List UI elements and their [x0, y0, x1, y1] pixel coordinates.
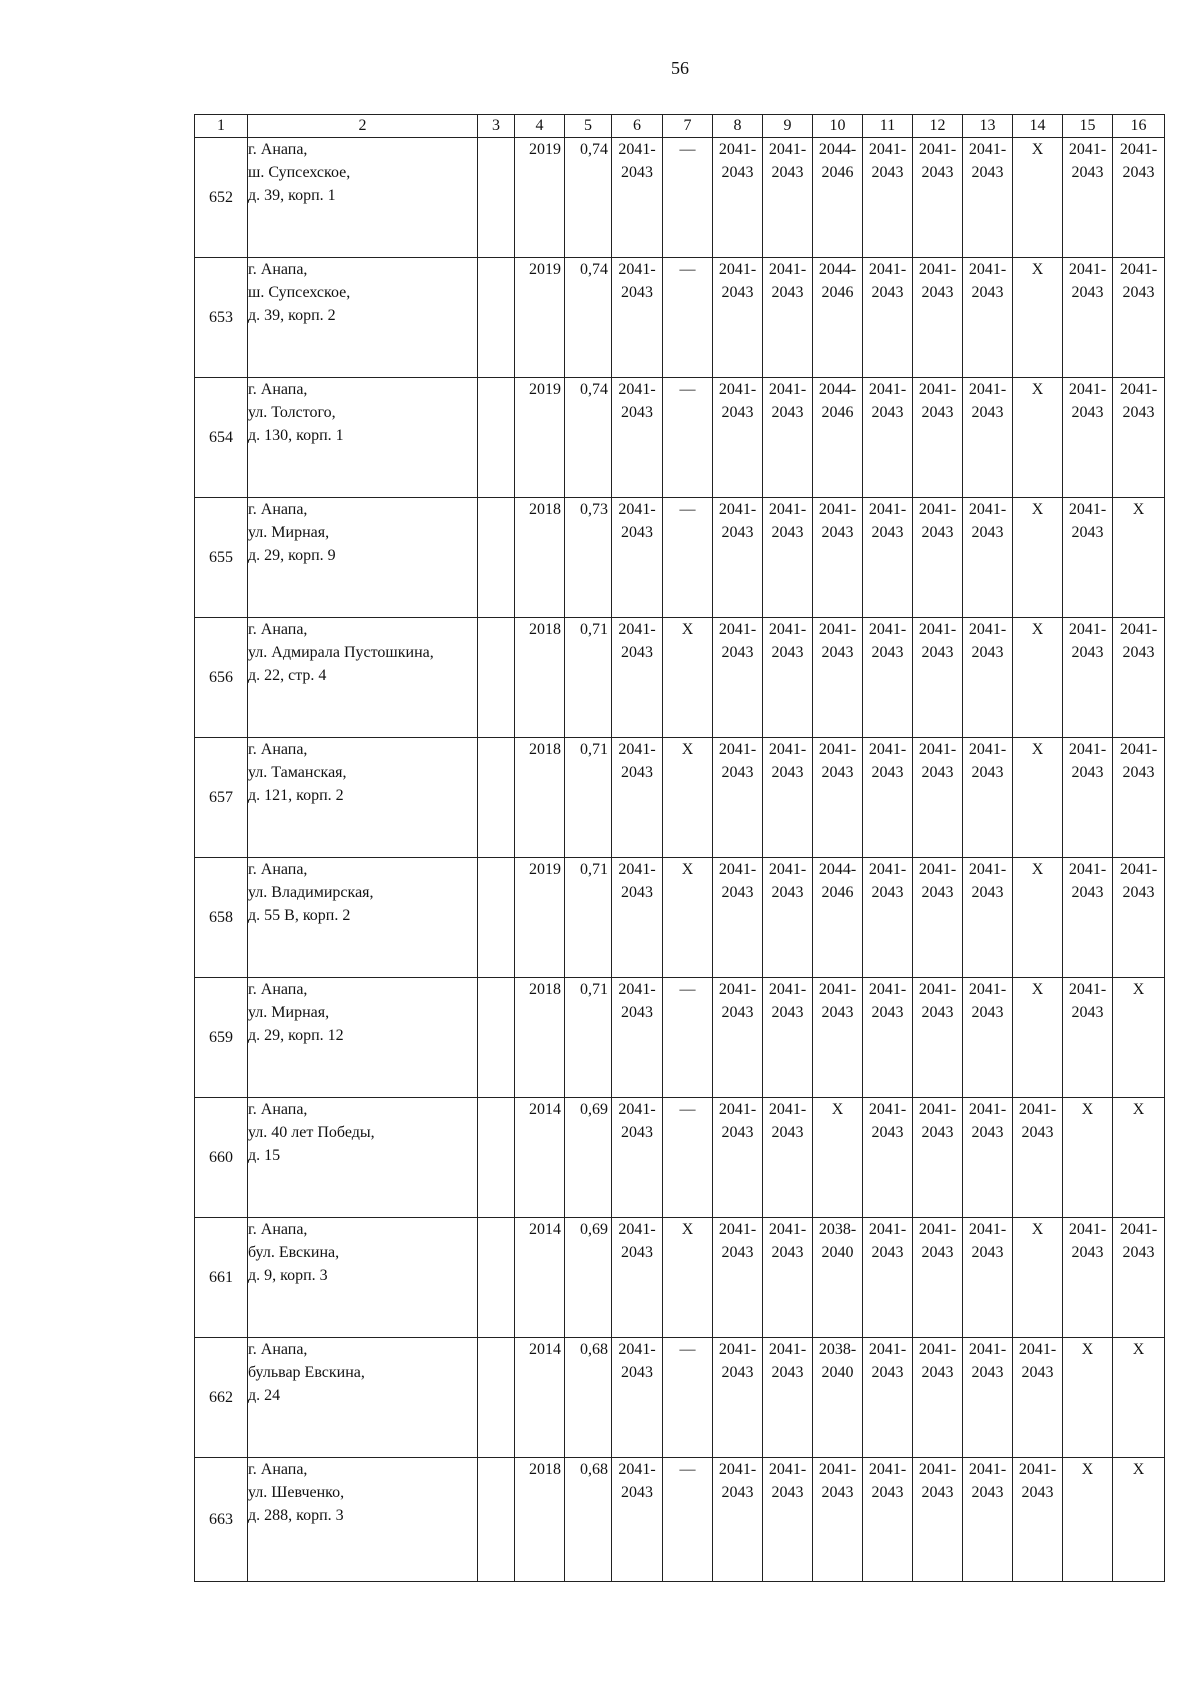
address-building: д. 9, корп. 3	[248, 1267, 328, 1284]
cell-col-9: 2041- 2043	[763, 1338, 813, 1458]
cell-col-3	[478, 978, 515, 1098]
cell-col-6: 2041- 2043	[612, 258, 663, 378]
cell-col-10: 2041- 2043	[813, 738, 863, 858]
header-col-6: 6	[612, 115, 663, 138]
cell-col-12: 2041- 2043	[913, 1338, 963, 1458]
cell-col-15: 2041- 2043	[1063, 738, 1113, 858]
cell-col-14: 2041- 2043	[1013, 1338, 1063, 1458]
cell-col-15: 2041- 2043	[1063, 258, 1113, 378]
cell-col-7: —	[663, 1098, 713, 1218]
cell-col-11: 2041- 2043	[863, 1458, 913, 1582]
cell-col-14: X	[1013, 258, 1063, 378]
address-street: ул. Таманская,	[248, 764, 347, 781]
cell-col-5: 0,68	[565, 1458, 612, 1582]
cell-col-10: 2041- 2043	[813, 618, 863, 738]
cell-col-15: X	[1063, 1338, 1113, 1458]
cell-col-5: 0,71	[565, 978, 612, 1098]
address-cell	[248, 618, 478, 738]
address-cell	[248, 1098, 478, 1218]
header-col-4: 4	[515, 115, 565, 138]
cell-col-3	[478, 618, 515, 738]
cell-col-3	[478, 738, 515, 858]
cell-col-4: 2019	[515, 258, 565, 378]
cell-col-3	[478, 1098, 515, 1218]
cell-col-11: 2041- 2043	[863, 258, 913, 378]
cell-col-14: X	[1013, 378, 1063, 498]
cell-col-14: X	[1013, 858, 1063, 978]
cell-col-5: 0,71	[565, 618, 612, 738]
cell-col-15: 2041- 2043	[1063, 138, 1113, 258]
address-city: г. Анапа,	[248, 261, 308, 278]
cell-col-14: X	[1013, 1218, 1063, 1338]
cell-col-12: 2041- 2043	[913, 978, 963, 1098]
cell-col-16: X	[1113, 498, 1165, 618]
cell-col-10: 2044- 2046	[813, 258, 863, 378]
row-number: 658	[195, 858, 248, 978]
row-number: 655	[195, 498, 248, 618]
cell-col-12: 2041- 2043	[913, 138, 963, 258]
header-col-14: 14	[1013, 115, 1063, 138]
header-col-2: 2	[248, 115, 478, 138]
cell-col-14: 2041- 2043	[1013, 1098, 1063, 1218]
cell-col-12: 2041- 2043	[913, 1098, 963, 1218]
cell-col-7: —	[663, 1338, 713, 1458]
cell-col-11: 2041- 2043	[863, 378, 913, 498]
cell-col-6: 2041- 2043	[612, 378, 663, 498]
address-cell	[248, 498, 478, 618]
cell-col-5: 0,69	[565, 1218, 612, 1338]
address-street: бульвар Евскина,	[248, 1364, 365, 1381]
table-row	[195, 1098, 1165, 1218]
cell-col-14: X	[1013, 618, 1063, 738]
cell-col-11: 2041- 2043	[863, 978, 913, 1098]
table-row	[195, 378, 1165, 498]
cell-col-5: 0,74	[565, 258, 612, 378]
cell-col-11: 2041- 2043	[863, 738, 913, 858]
cell-col-6: 2041- 2043	[612, 1218, 663, 1338]
cell-col-9: 2041- 2043	[763, 858, 813, 978]
address-building: д. 24	[248, 1387, 281, 1404]
header-col-15: 15	[1063, 115, 1113, 138]
table-row	[195, 738, 1165, 858]
cell-col-12: 2041- 2043	[913, 378, 963, 498]
address-building: д. 15	[248, 1147, 281, 1164]
cell-col-13: 2041- 2043	[963, 138, 1013, 258]
address-city: г. Анапа,	[248, 1221, 308, 1238]
cell-col-3	[478, 258, 515, 378]
address-cell	[248, 378, 478, 498]
cell-col-5: 0,74	[565, 378, 612, 498]
cell-col-12: 2041- 2043	[913, 1458, 963, 1582]
table-body	[195, 138, 1165, 1582]
address-city: г. Анапа,	[248, 501, 308, 518]
cell-col-6: 2041- 2043	[612, 138, 663, 258]
address-city: г. Анапа,	[248, 861, 308, 878]
cell-col-13: 2041- 2043	[963, 1218, 1013, 1338]
row-number: 662	[195, 1338, 248, 1458]
table-row	[195, 1218, 1165, 1338]
address-building: д. 29, корп. 12	[248, 1027, 344, 1044]
address-street: ул. Мирная,	[248, 1004, 330, 1021]
cell-col-4: 2014	[515, 1218, 565, 1338]
cell-col-7: X	[663, 618, 713, 738]
cell-col-12: 2041- 2043	[913, 1218, 963, 1338]
table-row	[195, 1338, 1165, 1458]
row-number: 659	[195, 978, 248, 1098]
address-cell	[248, 1458, 478, 1582]
cell-col-7: —	[663, 498, 713, 618]
cell-col-9: 2041- 2043	[763, 138, 813, 258]
header-col-10: 10	[813, 115, 863, 138]
cell-col-9: 2041- 2043	[763, 1458, 813, 1582]
cell-col-7: —	[663, 138, 713, 258]
address-street: ш. Супсехское,	[248, 284, 351, 301]
cell-col-15: X	[1063, 1098, 1113, 1218]
cell-col-16: 2041- 2043	[1113, 858, 1165, 978]
header-col-1: 1	[195, 115, 248, 138]
cell-col-7: X	[663, 858, 713, 978]
cell-col-10: 2041- 2043	[813, 1458, 863, 1582]
cell-col-8: 2041- 2043	[713, 1338, 763, 1458]
registry-table	[194, 114, 1165, 1582]
address-city: г. Анапа,	[248, 741, 308, 758]
cell-col-11: 2041- 2043	[863, 1098, 913, 1218]
row-number: 661	[195, 1218, 248, 1338]
address-building: д. 29, корп. 9	[248, 547, 336, 564]
cell-col-15: 2041- 2043	[1063, 1218, 1113, 1338]
address-building: д. 55 В, корп. 2	[248, 907, 351, 924]
cell-col-12: 2041- 2043	[913, 738, 963, 858]
row-number: 657	[195, 738, 248, 858]
cell-col-9: 2041- 2043	[763, 618, 813, 738]
cell-col-9: 2041- 2043	[763, 738, 813, 858]
cell-col-7: X	[663, 1218, 713, 1338]
cell-col-14: 2041- 2043	[1013, 1458, 1063, 1582]
cell-col-14: X	[1013, 978, 1063, 1098]
table-row	[195, 858, 1165, 978]
address-street: ул. Владимирская,	[248, 884, 374, 901]
cell-col-4: 2018	[515, 738, 565, 858]
table-row	[195, 618, 1165, 738]
address-building: д. 288, корп. 3	[248, 1507, 344, 1524]
cell-col-16: X	[1113, 1098, 1165, 1218]
cell-col-6: 2041- 2043	[612, 1098, 663, 1218]
cell-col-5: 0,71	[565, 858, 612, 978]
cell-col-11: 2041- 2043	[863, 1338, 913, 1458]
address-cell	[248, 1338, 478, 1458]
page-number: 56	[671, 58, 689, 78]
cell-col-3	[478, 1338, 515, 1458]
address-cell	[248, 858, 478, 978]
cell-col-16: 2041- 2043	[1113, 618, 1165, 738]
cell-col-15: 2041- 2043	[1063, 498, 1113, 618]
cell-col-10: 2038- 2040	[813, 1218, 863, 1338]
cell-col-16: 2041- 2043	[1113, 138, 1165, 258]
cell-col-8: 2041- 2043	[713, 858, 763, 978]
address-street: ш. Супсехское,	[248, 164, 351, 181]
cell-col-6: 2041- 2043	[612, 978, 663, 1098]
address-street: ул. Мирная,	[248, 524, 330, 541]
address-city: г. Анапа,	[248, 1341, 308, 1358]
cell-col-13: 2041- 2043	[963, 618, 1013, 738]
cell-col-16: X	[1113, 1458, 1165, 1582]
header-col-16: 16	[1113, 115, 1165, 138]
cell-col-13: 2041- 2043	[963, 1458, 1013, 1582]
cell-col-10: 2038- 2040	[813, 1338, 863, 1458]
cell-col-9: 2041- 2043	[763, 498, 813, 618]
address-cell	[248, 258, 478, 378]
cell-col-8: 2041- 2043	[713, 138, 763, 258]
cell-col-3	[478, 378, 515, 498]
cell-col-8: 2041- 2043	[713, 1098, 763, 1218]
cell-col-14: X	[1013, 498, 1063, 618]
header-col-8: 8	[713, 115, 763, 138]
cell-col-7: —	[663, 978, 713, 1098]
cell-col-4: 2014	[515, 1098, 565, 1218]
cell-col-15: 2041- 2043	[1063, 978, 1113, 1098]
cell-col-9: 2041- 2043	[763, 1098, 813, 1218]
address-building: д. 22, стр. 4	[248, 667, 327, 684]
table-row	[195, 498, 1165, 618]
cell-col-16: 2041- 2043	[1113, 378, 1165, 498]
cell-col-5: 0,68	[565, 1338, 612, 1458]
cell-col-11: 2041- 2043	[863, 618, 913, 738]
header-col-7: 7	[663, 115, 713, 138]
address-street: ул. 40 лет Победы,	[248, 1124, 375, 1141]
table-header	[195, 115, 1165, 138]
cell-col-14: X	[1013, 138, 1063, 258]
cell-col-10: 2041- 2043	[813, 498, 863, 618]
address-city: г. Анапа,	[248, 381, 308, 398]
row-number: 660	[195, 1098, 248, 1218]
cell-col-10: 2044- 2046	[813, 138, 863, 258]
cell-col-4: 2018	[515, 978, 565, 1098]
cell-col-7: —	[663, 258, 713, 378]
cell-col-8: 2041- 2043	[713, 738, 763, 858]
cell-col-9: 2041- 2043	[763, 978, 813, 1098]
cell-col-3	[478, 1458, 515, 1582]
cell-col-12: 2041- 2043	[913, 858, 963, 978]
cell-col-6: 2041- 2043	[612, 738, 663, 858]
header-row	[195, 115, 1165, 138]
cell-col-8: 2041- 2043	[713, 618, 763, 738]
cell-col-14: X	[1013, 738, 1063, 858]
cell-col-3	[478, 1218, 515, 1338]
address-street: ул. Шевченко,	[248, 1484, 345, 1501]
row-number: 653	[195, 258, 248, 378]
cell-col-13: 2041- 2043	[963, 1338, 1013, 1458]
cell-col-12: 2041- 2043	[913, 498, 963, 618]
cell-col-13: 2041- 2043	[963, 378, 1013, 498]
header-col-9: 9	[763, 115, 813, 138]
address-city: г. Анапа,	[248, 621, 308, 638]
cell-col-5: 0,71	[565, 738, 612, 858]
address-street: ул. Адмирала Пустошкина,	[248, 644, 434, 661]
address-building: д. 39, корп. 2	[248, 307, 336, 324]
cell-col-4: 2014	[515, 1338, 565, 1458]
cell-col-13: 2041- 2043	[963, 858, 1013, 978]
cell-col-13: 2041- 2043	[963, 978, 1013, 1098]
cell-col-4: 2018	[515, 618, 565, 738]
header-col-13: 13	[963, 115, 1013, 138]
cell-col-6: 2041- 2043	[612, 618, 663, 738]
cell-col-13: 2041- 2043	[963, 258, 1013, 378]
cell-col-8: 2041- 2043	[713, 378, 763, 498]
address-cell	[248, 978, 478, 1098]
cell-col-10: 2044- 2046	[813, 378, 863, 498]
cell-col-8: 2041- 2043	[713, 978, 763, 1098]
cell-col-16: X	[1113, 978, 1165, 1098]
cell-col-5: 0,73	[565, 498, 612, 618]
cell-col-7: X	[663, 738, 713, 858]
cell-col-7: —	[663, 1458, 713, 1582]
address-cell	[248, 1218, 478, 1338]
cell-col-3	[478, 498, 515, 618]
header-col-5: 5	[565, 115, 612, 138]
cell-col-13: 2041- 2043	[963, 1098, 1013, 1218]
cell-col-4: 2018	[515, 498, 565, 618]
address-city: г. Анапа,	[248, 141, 308, 158]
cell-col-6: 2041- 2043	[612, 858, 663, 978]
cell-col-16: 2041- 2043	[1113, 738, 1165, 858]
header-col-3: 3	[478, 115, 515, 138]
cell-col-16: 2041- 2043	[1113, 1218, 1165, 1338]
cell-col-3	[478, 858, 515, 978]
address-building: д. 121, корп. 2	[248, 787, 344, 804]
cell-col-11: 2041- 2043	[863, 1218, 913, 1338]
cell-col-10: 2041- 2043	[813, 978, 863, 1098]
cell-col-5: 0,74	[565, 138, 612, 258]
table-row	[195, 138, 1165, 258]
row-number: 656	[195, 618, 248, 738]
cell-col-15: 2041- 2043	[1063, 618, 1113, 738]
table-row	[195, 978, 1165, 1098]
address-cell	[248, 738, 478, 858]
address-city: г. Анапа,	[248, 981, 308, 998]
cell-col-4: 2019	[515, 858, 565, 978]
row-number: 654	[195, 378, 248, 498]
cell-col-3	[478, 138, 515, 258]
cell-col-6: 2041- 2043	[612, 1338, 663, 1458]
cell-col-10: X	[813, 1098, 863, 1218]
cell-col-12: 2041- 2043	[913, 618, 963, 738]
header-col-12: 12	[913, 115, 963, 138]
cell-col-16: X	[1113, 1338, 1165, 1458]
row-number: 652	[195, 138, 248, 258]
cell-col-6: 2041- 2043	[612, 498, 663, 618]
cell-col-9: 2041- 2043	[763, 378, 813, 498]
address-city: г. Анапа,	[248, 1461, 308, 1478]
cell-col-15: X	[1063, 1458, 1113, 1582]
cell-col-11: 2041- 2043	[863, 858, 913, 978]
cell-col-16: 2041- 2043	[1113, 258, 1165, 378]
row-number: 663	[195, 1458, 248, 1582]
cell-col-6: 2041- 2043	[612, 1458, 663, 1582]
address-city: г. Анапа,	[248, 1101, 308, 1118]
cell-col-9: 2041- 2043	[763, 1218, 813, 1338]
address-building: д. 130, корп. 1	[248, 427, 344, 444]
cell-col-13: 2041- 2043	[963, 738, 1013, 858]
table-row	[195, 258, 1165, 378]
cell-col-10: 2044- 2046	[813, 858, 863, 978]
table-row	[195, 1458, 1165, 1582]
cell-col-12: 2041- 2043	[913, 258, 963, 378]
cell-col-13: 2041- 2043	[963, 498, 1013, 618]
address-building: д. 39, корп. 1	[248, 187, 336, 204]
cell-col-15: 2041- 2043	[1063, 378, 1113, 498]
cell-col-4: 2019	[515, 378, 565, 498]
cell-col-8: 2041- 2043	[713, 498, 763, 618]
cell-col-7: —	[663, 378, 713, 498]
cell-col-9: 2041- 2043	[763, 258, 813, 378]
cell-col-8: 2041- 2043	[713, 258, 763, 378]
cell-col-11: 2041- 2043	[863, 498, 913, 618]
cell-col-4: 2019	[515, 138, 565, 258]
address-cell	[248, 138, 478, 258]
cell-col-11: 2041- 2043	[863, 138, 913, 258]
address-street: бул. Евскина,	[248, 1244, 340, 1261]
cell-col-15: 2041- 2043	[1063, 858, 1113, 978]
cell-col-8: 2041- 2043	[713, 1218, 763, 1338]
address-street: ул. Толстого,	[248, 404, 336, 421]
header-col-11: 11	[863, 115, 913, 138]
cell-col-5: 0,69	[565, 1098, 612, 1218]
cell-col-8: 2041- 2043	[713, 1458, 763, 1582]
cell-col-4: 2018	[515, 1458, 565, 1582]
